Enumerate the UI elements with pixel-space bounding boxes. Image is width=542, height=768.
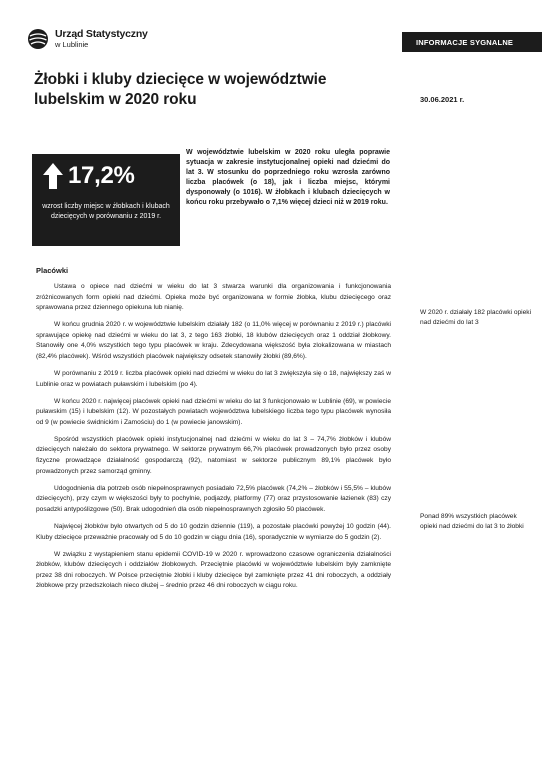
arrow-up-icon (42, 162, 64, 190)
body-paragraph: W porównaniu z 2019 r. liczba placówek opieki nad dziećmi w wieku do lat 3 zwiększyła się o 18, największy zaś w Lublinie oraz w powiatach puławskim i lubelskim (po 4). (36, 370, 391, 388)
page-title: Żłobki i kluby dziecięce w województwie lubelskim w 2020 roku (34, 71, 327, 109)
body-paragraph: W związku z wystąpieniem stanu epidemii COVID-19 w 2020 r. wprowadzono czasowe ograniczenia działalności żłobków, klubów dziecięcych i oddziałów żłobkowych. Przeciętnie placówki w województwie lubelskim były zamknięte przez 38 dni roboczych. W Polsce przeciętnie żłobki i kluby dziecięce był zamknięte przez 41 dni roboczych, a oddziały żłobkowe przy przedszkolach nieco dłużej – średnio przez 46 dni roboczych w ciągu roku. (36, 550, 391, 590)
highlight-value: 17,2% (68, 162, 135, 189)
section-heading: Placówki (36, 266, 69, 275)
body-paragraph: Najwięcej żłobków było otwartych od 5 do 10 godzin dziennie (119), a pozostałe placówki powyżej 10 godzin (44). Kluby dziecięce przeważnie pracowały od 5 do 10 godzin w ciągu dnia (16), sporadycznie w wymiarze do 5 godzin (2). (36, 522, 391, 541)
body-paragraph: Udogodnienia dla potrzeb osób niepełnosprawnych posiadało 72,5% placówek (74,2% – żłobków i 55,5% – klubów dziecięcych), przy czym w większości były to pochylnie, podjazdy, platformy (77) oraz przystosowanie łazienek (83) czy posadzki antypoślizgowe (50). Brak udogodnień dla osób niepełnosprawnych zgłosiło 50 placówek. (36, 484, 391, 513)
logo-name: Urząd Statystyczny (55, 28, 148, 41)
highlight-description: wzrost liczby miejsc w żłobkach i klubach dziecięcych w porównaniu z 2019 r. (42, 203, 170, 221)
body-paragraph: Ustawa o opiece nad dziećmi w wieku do lat 3 stwarza warunki dla organizowania i funkcjonowania zróżnicowanych form opieki nad dziećmi. Opieka może być organizowana w formie żłobka, klubu dziecięcego oraz sprawowana przez dziennego opiekuna lub nianię. (36, 283, 391, 312)
highlight-box (32, 154, 180, 246)
publication-date: 30.06.2021 r. (420, 95, 465, 104)
logo-subname: w Lublinie (55, 39, 89, 49)
body-text (36, 282, 391, 598)
lead-paragraph: W województwie lubelskim w 2020 roku uległa poprawie sytuacja w zakresie instytucjonalnej opieki nad dziećmi do lat 3. W stosunku do poprzedniego roku wzrosła zarówno liczba placówek (o 18), jak i liczba miejsc, którymi dysponowały (o 1016). W żłobkach i klubach dziecięcych w końcu roku przebywało o 7,1% więcej dzieci niż w 2019 roku. (186, 149, 390, 206)
publication-type-tab: INFORMACJE SYGNALNE (402, 32, 542, 52)
logo-globe-icon (27, 28, 49, 50)
side-note-nurseries-share: Ponad 89% wszystkich placówek opieki nad dziećmi do lat 3 to żłobki (420, 513, 524, 531)
body-paragraph: Spośród wszystkich placówek opieki instytucjonalnej nad dziećmi w wieku do lat 3 – 74,7% żłobków i klubów dziecięcych należało do sektora prywatnego. W sektorze prywatnym 66,7% placówek prowadzonych było przez osoby fizyczne prowadzące działalność gospodarczą (92), natomiast w sektorze publicznym 89,1% placówek było prowadzonych przez samorząd gminny. (36, 435, 391, 475)
body-paragraph: W końcu grudnia 2020 r. w województwie lubelskim działały 182 (o 11,0% więcej w porównaniu z 2019 r.) placówki sprawujące opiekę nad dziećmi w wieku do lat 3, z tego 163 żłobki, 18 klubów dziecięcych oraz 1 oddział żłobkowy. Stanowiły one 4,0% wszystkich tego typu placówek w kraju. Zdecydowana większość była zlokalizowana w miastach (82,4% placówek). Wśród wszystkich placówek największy odsetek stanowiły żłobki (89,6%). (36, 321, 391, 360)
institution-logo (27, 28, 148, 50)
side-note-facilities: W 2020 r. działały 182 placówki opieki nad dziećmi do lat 3 (420, 309, 532, 327)
body-paragraph: W końcu 2020 r. najwięcej placówek opieki nad dziećmi w wieku do lat 3 funkcjonowało w Lublinie (69), w powiecie puławskim (15) i lubelskim (12). W pozostałych powiatach województwa lubelskiego liczba tego typu placówek wynosiła od 9 (w powiecie świdnickim i Zamościu) do 1 (w powiecie janowskim). (36, 397, 391, 426)
